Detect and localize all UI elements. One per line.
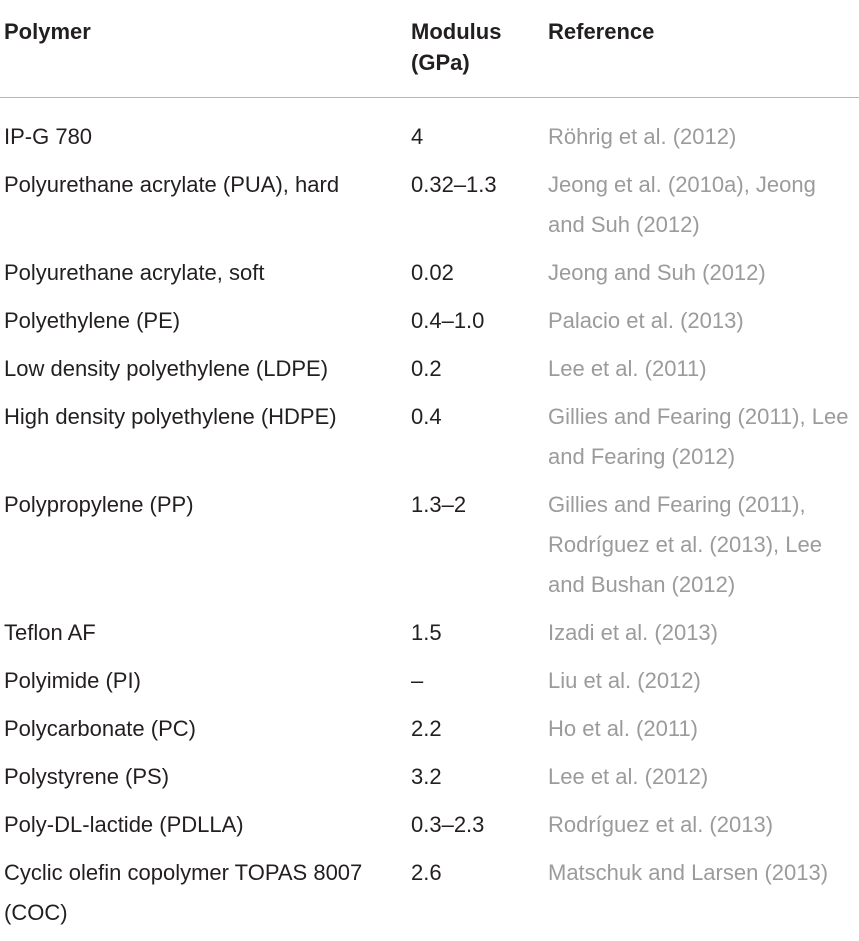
table-row	[0, 805, 859, 853]
cell-modulus: 1.3–2	[411, 492, 467, 517]
cell-reference: Rodríguez et al. (2013)	[548, 812, 774, 837]
cell-reference: Izadi et al. (2013)	[548, 620, 718, 645]
cell-reference: Röhrig et al. (2012)	[548, 124, 737, 149]
cell-modulus: 0.2	[411, 356, 442, 381]
cell-modulus: 2.2	[411, 716, 442, 741]
cell-polymer: Polyurethane acrylate, soft	[4, 260, 265, 285]
cell-modulus: 0.02	[411, 260, 454, 285]
table-row	[0, 709, 859, 757]
table-header-row	[0, 0, 859, 98]
cell-reference: Lee et al. (2012)	[548, 764, 709, 789]
cell-modulus: 0.4–1.0	[411, 308, 485, 333]
cell-modulus: 1.5	[411, 620, 442, 645]
table-row	[0, 301, 859, 349]
cell-modulus: –	[411, 668, 424, 693]
cell-modulus: 2.6	[411, 860, 442, 885]
table-row	[0, 757, 859, 805]
cell-polymer: Polyethylene (PE)	[4, 308, 181, 333]
cell-polymer: IP-G 780	[4, 124, 93, 149]
cell-reference: Ho et al. (2011)	[548, 716, 699, 741]
cell-polymer: Polyimide (PI)	[4, 668, 141, 693]
cell-polymer: Polyurethane acrylate (PUA), hard	[4, 172, 340, 197]
cell-modulus: 0.3–2.3	[411, 812, 485, 837]
table-row	[0, 253, 859, 301]
table-row	[0, 98, 859, 166]
table-row	[0, 397, 859, 485]
cell-reference: Liu et al. (2012)	[548, 668, 701, 693]
cell-polymer: Poly-DL-lactide (PDLLA)	[4, 812, 244, 837]
table-row	[0, 613, 859, 661]
cell-reference: Gillies and Fearing (2011), Rodríguez et al. (2013), Lee and Bushan (2012)	[548, 492, 822, 597]
cell-polymer: Polystyrene (PS)	[4, 764, 170, 789]
table-row	[0, 661, 859, 709]
cell-modulus: 0.32–1.3	[411, 172, 497, 197]
cell-modulus: 3.2	[411, 764, 442, 789]
cell-polymer: Polycarbonate (PC)	[4, 716, 196, 741]
cell-polymer: Low density polyethylene (LDPE)	[4, 356, 329, 381]
cell-reference: Gillies and Fearing (2011), Lee and Fearing (2012)	[548, 404, 849, 469]
cell-reference: Lee et al. (2011)	[548, 356, 707, 381]
cell-reference: Jeong and Suh (2012)	[548, 260, 766, 285]
cell-modulus: 0.4	[411, 404, 442, 429]
table-row	[0, 349, 859, 397]
header-polymer: Polymer	[4, 19, 91, 44]
cell-modulus: 4	[411, 124, 424, 149]
cell-reference: Matschuk and Larsen (2013)	[548, 860, 829, 885]
header-modulus: Modulus (GPa)	[411, 19, 502, 75]
cell-reference: Jeong et al. (2010a), Jeong and Suh (2012)	[548, 172, 816, 237]
cell-polymer: Teflon AF	[4, 620, 96, 645]
table-row	[0, 853, 859, 941]
cell-reference: Palacio et al. (2013)	[548, 308, 744, 333]
cell-polymer: High density polyethylene (HDPE)	[4, 404, 337, 429]
cell-polymer: Cyclic olefin copolymer TOPAS 8007 (COC)	[4, 860, 363, 925]
table-row	[0, 165, 859, 253]
table-row	[0, 485, 859, 613]
cell-polymer: Polypropylene (PP)	[4, 492, 194, 517]
header-reference: Reference	[548, 19, 655, 44]
